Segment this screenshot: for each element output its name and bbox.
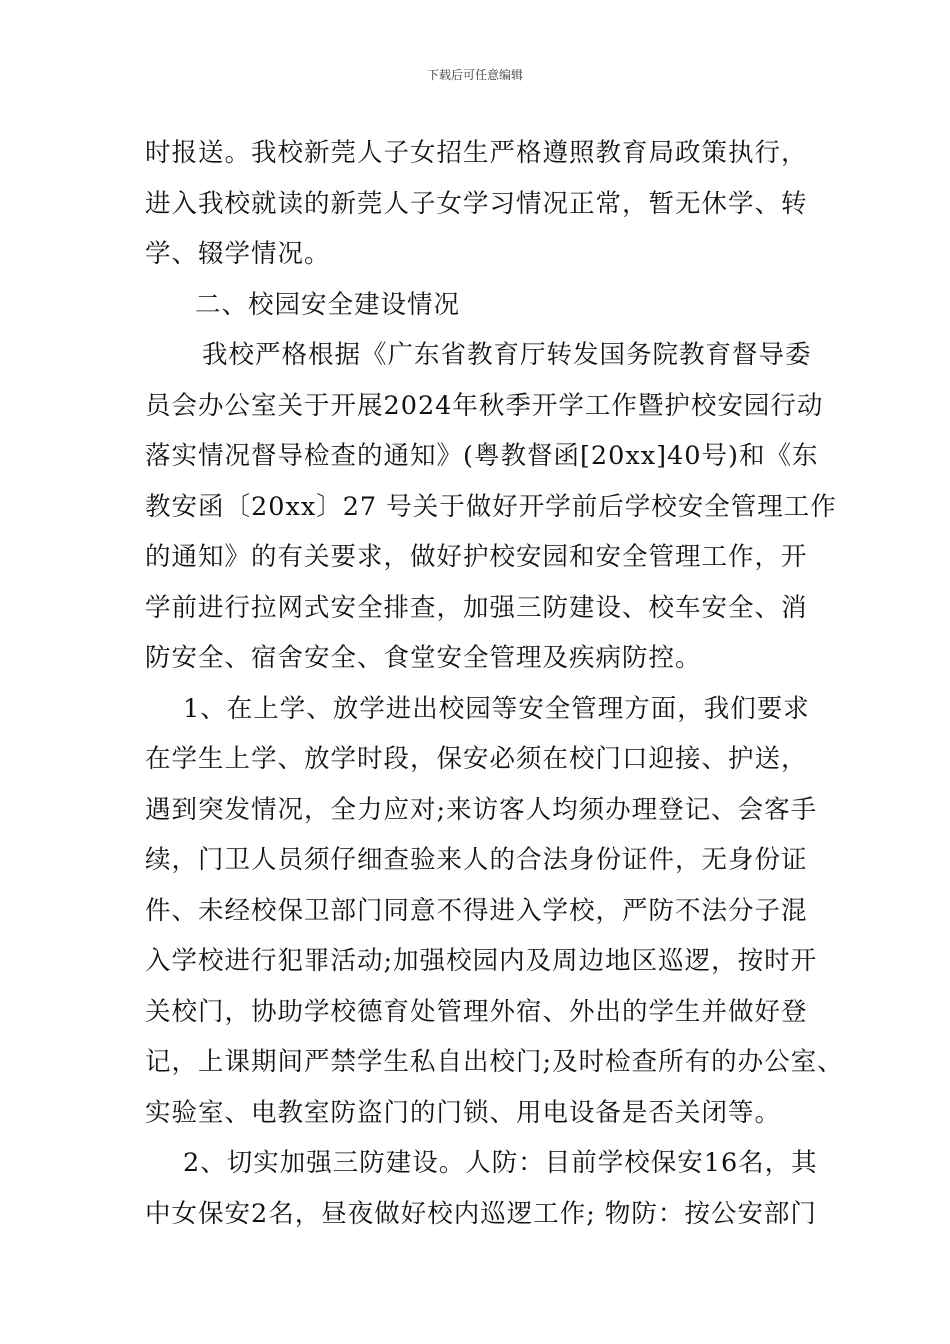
text-line: 入学校进行犯罪活动;加强校园内及周边地区巡逻，按时开 [145,946,818,976]
text-line: 落实情况督导检查的通知》(粤教督函[20xx]40号)和《东 [145,441,819,471]
text-line: 学、辍学情况。 [145,239,331,269]
text-line: 续，门卫人员须仔细查验来人的合法身份证件，无身份证 [145,845,808,875]
text-line: 员会办公室关于开展2024年秋季开学工作暨护校安园行动 [145,390,824,421]
section-heading: 二、校园安全建设情况 [195,289,461,320]
text-line: 教安函〔20xx〕27 号关于做好开学前后学校安全管理工作 [145,491,837,522]
text-line: 关校门，协助学校德育处管理外宿、外出的学生并做好登 [145,996,808,1027]
text-line: 的通知》的有关要求，做好护校安园和安全管理工作，开 [145,542,808,572]
page-header: 下载后可任意编辑 [426,68,523,82]
text-line: 学前进行拉网式安全排查，加强三防建设、校车安全、消 [145,592,808,623]
text-line: 中女保安2名，昼夜做好校内巡逻工作; 物防：按公安部门 [145,1198,817,1229]
text-line: 件、未经校保卫部门同意不得进入学校，严防不法分子混 [145,895,808,926]
text-line: 防安全、宿舍安全、食堂安全管理及疾病防控。 [145,643,702,673]
document-body [145,128,844,1239]
text-line: 时报送。我校新莞人子女招生严格遵照教育局政策执行， [145,138,808,168]
text-line: 记，上课期间严禁学生私自出校门;及时检查所有的办公室、 [145,1047,844,1077]
text-line: 在学生上学、放学时段，保安必须在校门口迎接、护送， [145,744,808,774]
text-line: 我校严格根据《广东省教育厅转发国务院教育督导委 [202,340,812,370]
text-line: 实验室、电教室防盗门的门锁、用电设备是否关闭等。 [145,1097,782,1128]
text-line: 进入我校就读的新莞人子女学习情况正常，暂无休学、转 [145,188,808,219]
text-line: 1、在上学、放学进出校园等安全管理方面，我们要求 [183,693,810,724]
text-line: 遇到突发情况，全力应对;来访客人均须办理登记、会客手 [145,794,818,825]
text-line: 2、切实加强三防建设。人防：目前学校保安16名，其 [183,1148,818,1178]
